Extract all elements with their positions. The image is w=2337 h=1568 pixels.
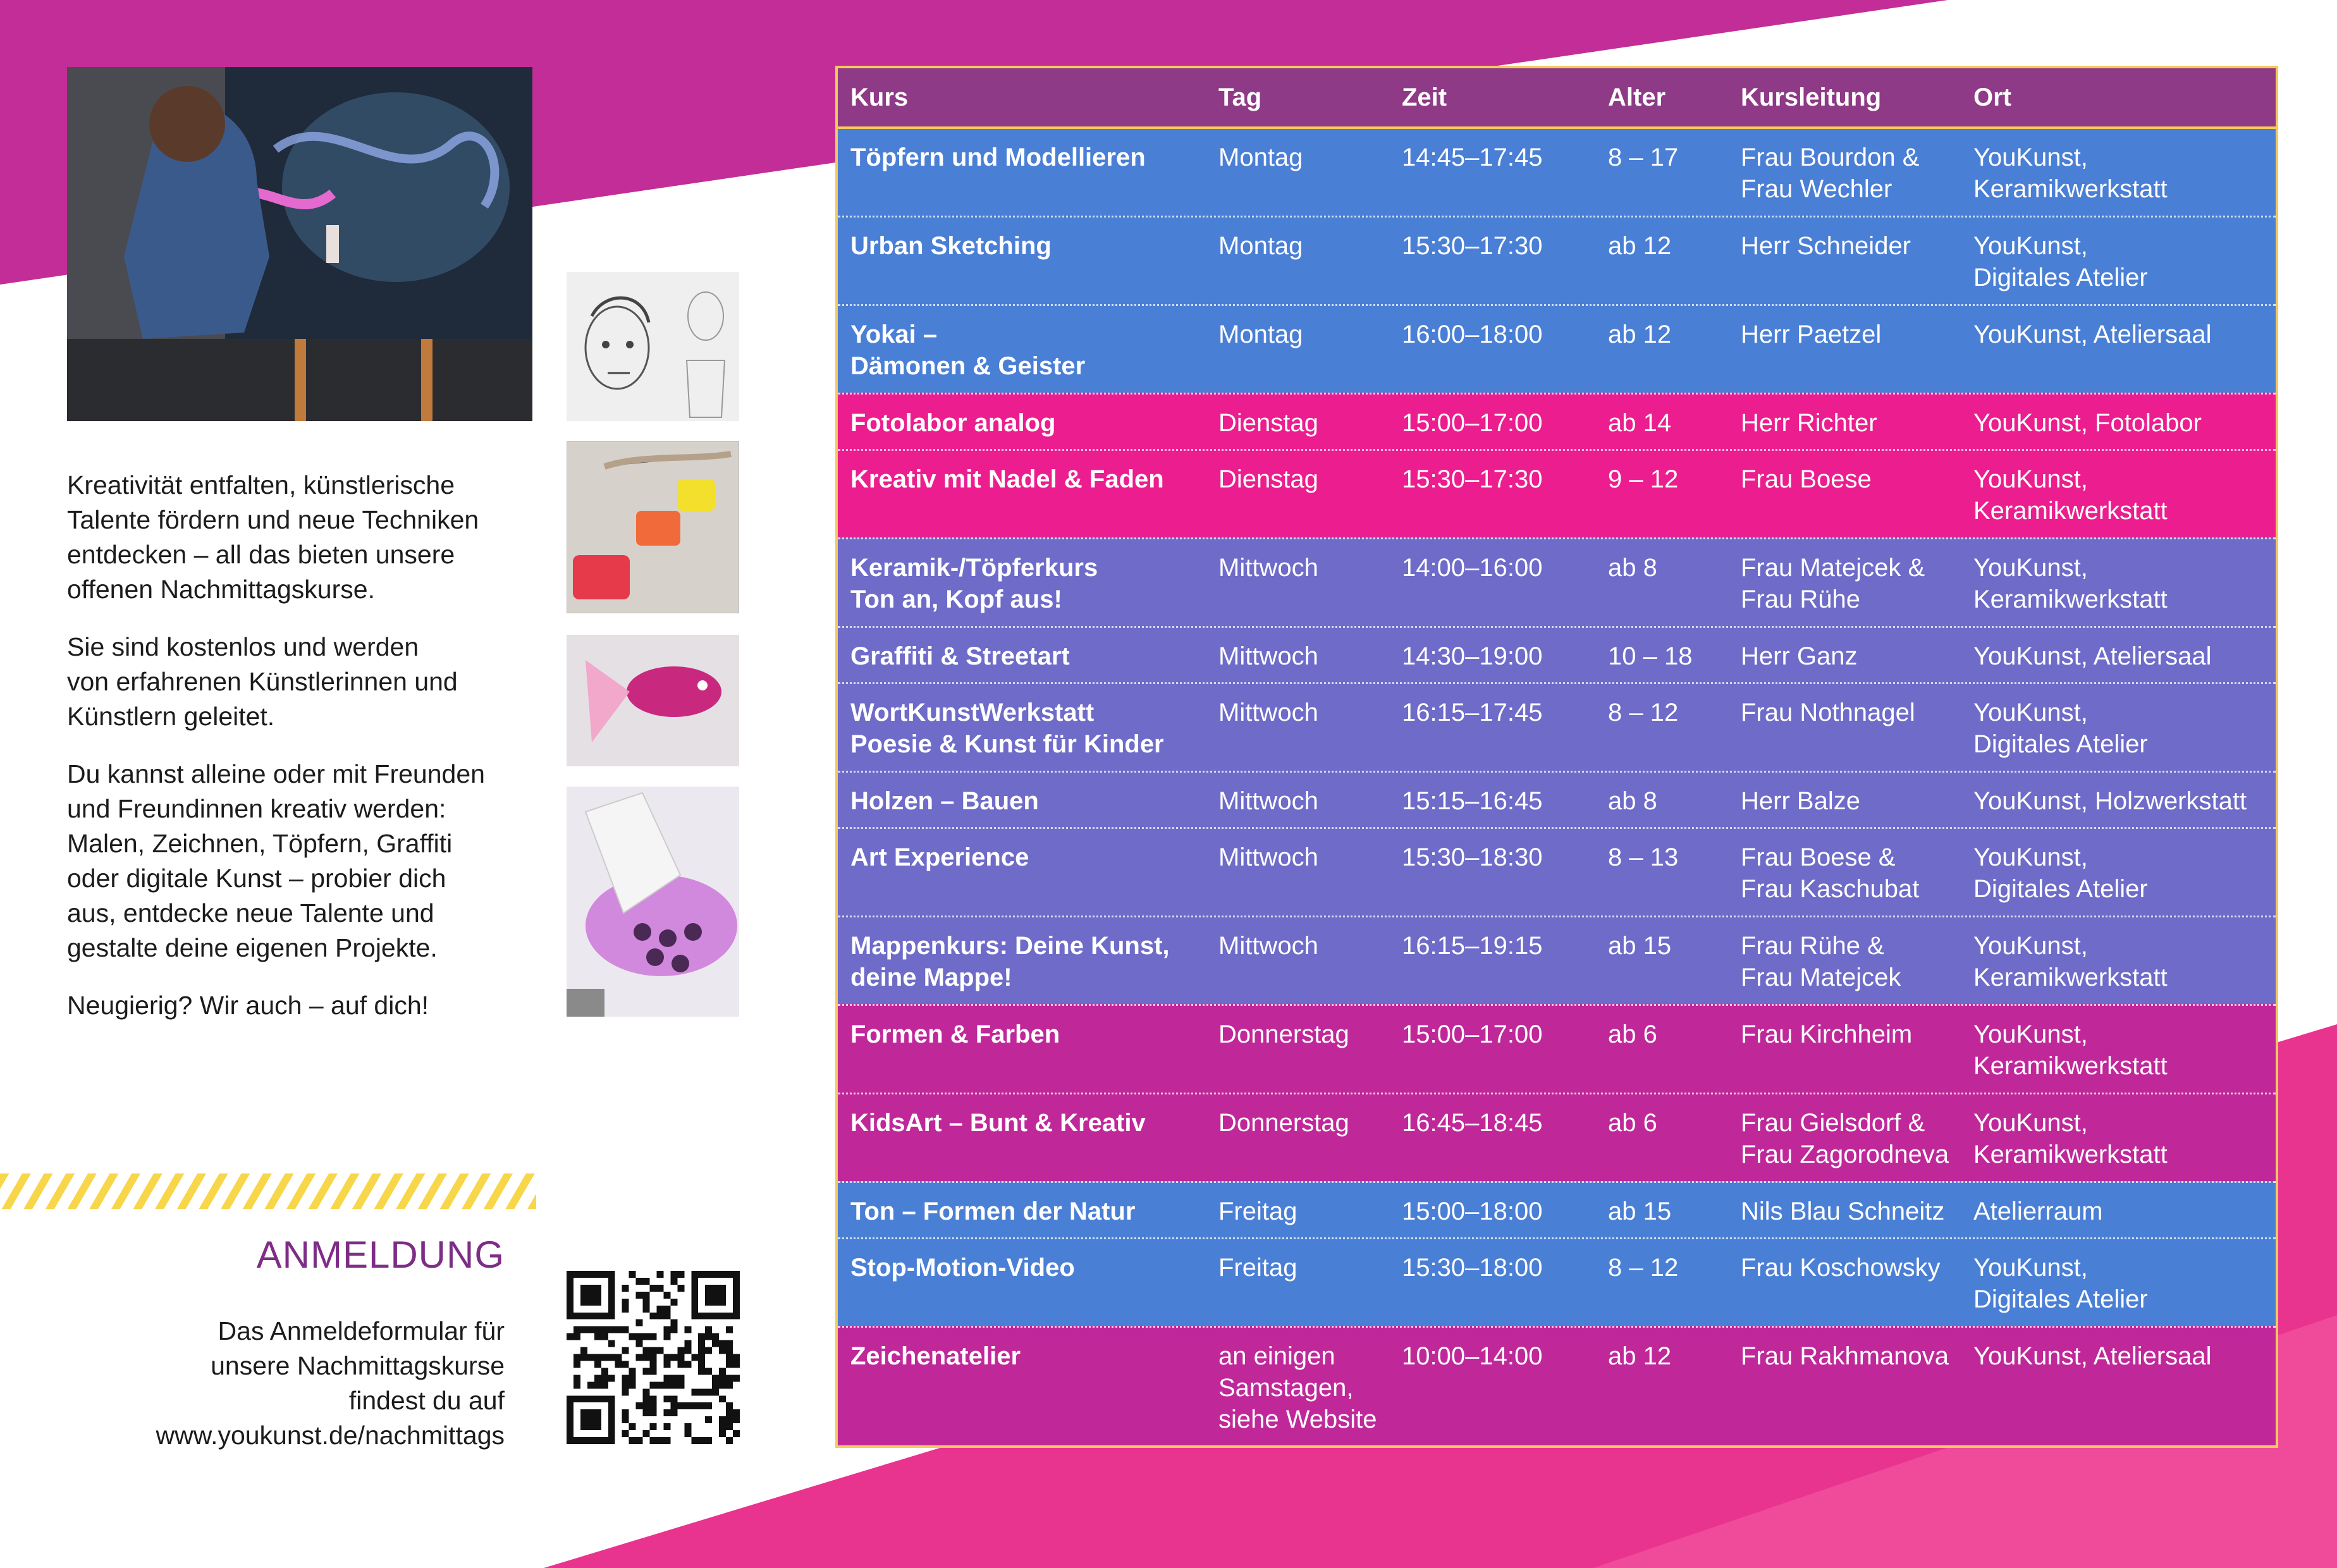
course-instructor-line: Frau Zagorodneva xyxy=(1741,1141,1949,1168)
course-age-line: 8 – 13 xyxy=(1608,843,1679,871)
course-day-line: Mittwoch xyxy=(1218,843,1318,871)
course-instructor-line: Frau Nothnagel xyxy=(1741,699,1915,726)
course-location-line: YouKunst, Ateliersaal xyxy=(1973,1342,2212,1370)
course-name xyxy=(838,451,1206,537)
course-day-line: Samstagen, xyxy=(1218,1374,1354,1402)
course-location-line: YouKunst, xyxy=(1973,699,2088,726)
course-location-line: YouKunst, xyxy=(1973,1020,2088,1048)
course-instructor xyxy=(1728,1006,1961,1093)
course-instructor-line: Herr Balze xyxy=(1741,787,1860,815)
course-location xyxy=(1961,1183,2276,1237)
course-name-line: Töpfern und Modellieren xyxy=(850,144,1146,171)
course-location xyxy=(1961,451,2276,537)
header-kurs: Kurs xyxy=(850,83,909,111)
course-instructor-line: Frau Kaschubat xyxy=(1741,875,1920,903)
intro-line: aus, entdecke neue Talente und xyxy=(67,898,434,928)
course-name xyxy=(838,1183,1206,1237)
course-age-line: 8 – 12 xyxy=(1608,699,1679,726)
course-name-line: Urban Sketching xyxy=(850,232,1052,260)
course-age xyxy=(1595,1328,1728,1445)
course-time xyxy=(1389,451,1595,537)
course-location-line: Digitales Atelier xyxy=(1973,264,2148,291)
registration-line: findest du auf xyxy=(348,1386,505,1415)
course-time-line: 15:00–17:00 xyxy=(1402,409,1543,437)
table-header xyxy=(838,68,2276,129)
course-name xyxy=(838,1006,1206,1093)
course-instructor xyxy=(1728,129,1961,216)
course-name-line: WortKunstWerkstatt xyxy=(850,699,1095,726)
course-age xyxy=(1595,829,1728,916)
course-day xyxy=(1206,539,1389,626)
course-age-line: ab 12 xyxy=(1608,232,1672,260)
table-row xyxy=(838,304,2276,393)
course-name-line: deine Mappe! xyxy=(850,964,1012,991)
table-row xyxy=(838,537,2276,626)
course-age xyxy=(1595,1183,1728,1237)
course-location xyxy=(1961,1328,2276,1445)
course-age xyxy=(1595,395,1728,449)
course-day xyxy=(1206,829,1389,916)
course-day xyxy=(1206,306,1389,393)
course-location-line: Keramikwerkstatt xyxy=(1973,1141,2168,1168)
course-age xyxy=(1595,773,1728,827)
table-row xyxy=(838,449,2276,537)
course-day-line: Montag xyxy=(1218,321,1303,348)
course-time-line: 15:15–16:45 xyxy=(1402,787,1543,815)
course-time xyxy=(1389,217,1595,304)
course-time-line: 16:45–18:45 xyxy=(1402,1109,1543,1137)
course-name-line: Formen & Farben xyxy=(850,1020,1060,1048)
course-name xyxy=(838,1094,1206,1181)
course-time-line: 15:00–17:00 xyxy=(1402,1020,1543,1048)
header-kursleitung: Kursleitung xyxy=(1741,83,1882,111)
course-location xyxy=(1961,684,2276,771)
course-name xyxy=(838,773,1206,827)
course-day-line: Montag xyxy=(1218,232,1303,260)
course-time xyxy=(1389,129,1595,216)
thumbnail-portrait-sketch xyxy=(567,272,739,421)
course-time xyxy=(1389,1006,1595,1093)
course-age xyxy=(1595,1239,1728,1326)
table-row xyxy=(838,1181,2276,1237)
decorative-stripes xyxy=(0,1173,536,1209)
course-name xyxy=(838,306,1206,393)
course-time xyxy=(1389,1239,1595,1326)
course-instructor xyxy=(1728,395,1961,449)
course-instructor-line: Nils Blau Schneitz xyxy=(1741,1197,1945,1225)
course-day xyxy=(1206,129,1389,216)
course-instructor-line: Herr Paetzel xyxy=(1741,321,1882,348)
intro-line: entdecken – all das bieten unsere xyxy=(67,540,455,569)
course-name-line: Holzen – Bauen xyxy=(850,787,1039,815)
course-instructor xyxy=(1728,539,1961,626)
course-location-line: YouKunst, Ateliersaal xyxy=(1973,321,2212,348)
course-instructor-line: Herr Richter xyxy=(1741,409,1877,437)
table-row xyxy=(838,827,2276,916)
course-age xyxy=(1595,917,1728,1004)
course-day-line: Dienstag xyxy=(1218,465,1318,493)
course-location-line: YouKunst, xyxy=(1973,1254,2088,1282)
course-age xyxy=(1595,1006,1728,1093)
course-day xyxy=(1206,1328,1389,1445)
course-age xyxy=(1595,217,1728,304)
course-location-line: Digitales Atelier xyxy=(1973,730,2148,758)
course-location-line: Digitales Atelier xyxy=(1973,875,2148,903)
course-instructor xyxy=(1728,773,1961,827)
intro-line: Kreativität entfalten, künstlerische xyxy=(67,470,455,499)
table-row xyxy=(838,1237,2276,1326)
course-time xyxy=(1389,1094,1595,1181)
course-time xyxy=(1389,1328,1595,1445)
course-location-line: YouKunst, xyxy=(1973,554,2088,582)
course-location xyxy=(1961,217,2276,304)
header-tag: Tag xyxy=(1218,83,1262,111)
course-day xyxy=(1206,684,1389,771)
course-name-line: Mappenkurs: Deine Kunst, xyxy=(850,932,1170,960)
course-age xyxy=(1595,129,1728,216)
course-instructor xyxy=(1728,1239,1961,1326)
course-day-line: Montag xyxy=(1218,144,1303,171)
course-time-line: 15:30–17:30 xyxy=(1402,232,1543,260)
course-age-line: 9 – 12 xyxy=(1608,465,1679,493)
course-location-line: Keramikwerkstatt xyxy=(1973,1052,2168,1080)
course-day-line: Freitag xyxy=(1218,1197,1297,1225)
course-age-line: ab 8 xyxy=(1608,554,1657,582)
course-time xyxy=(1389,628,1595,682)
intro-line: und Freundinnen kreativ werden: xyxy=(67,794,446,823)
thumbnail-felt-fish xyxy=(567,635,739,766)
qr-code-icon[interactable] xyxy=(567,1271,740,1444)
table-row xyxy=(838,129,2276,216)
course-instructor xyxy=(1728,451,1961,537)
course-location-line: Keramikwerkstatt xyxy=(1973,585,2168,613)
course-age-line: 8 – 17 xyxy=(1608,144,1679,171)
course-age-line: 8 – 12 xyxy=(1608,1254,1679,1282)
course-name-line: Zeichenatelier xyxy=(850,1342,1021,1370)
course-name-line: Dämonen & Geister xyxy=(850,352,1086,380)
course-day-line: Dienstag xyxy=(1218,409,1318,437)
header-ort: Ort xyxy=(1973,83,2011,111)
course-location xyxy=(1961,917,2276,1004)
intro-paragraph xyxy=(67,468,548,607)
course-instructor xyxy=(1728,628,1961,682)
course-name-line: Graffiti & Streetart xyxy=(850,642,1070,670)
course-instructor-line: Herr Schneider xyxy=(1741,232,1911,260)
intro-paragraph xyxy=(67,630,548,734)
course-location xyxy=(1961,829,2276,916)
course-day xyxy=(1206,1239,1389,1326)
course-instructor-line: Frau Rühe & xyxy=(1741,932,1884,960)
course-instructor xyxy=(1728,217,1961,304)
course-age-line: ab 14 xyxy=(1608,409,1672,437)
course-instructor-line: Frau Bourdon & xyxy=(1741,144,1920,171)
course-day-line: Donnerstag xyxy=(1218,1109,1349,1137)
course-instructor-line: Frau Boese & xyxy=(1741,843,1896,871)
intro-line: Neugierig? Wir auch – auf dich! xyxy=(67,991,429,1020)
course-instructor xyxy=(1728,917,1961,1004)
course-instructor xyxy=(1728,1094,1961,1181)
intro-paragraph xyxy=(67,988,548,1023)
registration-line: unsere Nachmittagskurse xyxy=(211,1351,505,1380)
intro-line: Künstlern geleitet. xyxy=(67,702,275,731)
course-location-line: YouKunst, Fotolabor xyxy=(1973,409,2202,437)
table-row xyxy=(838,1093,2276,1181)
table-row xyxy=(838,916,2276,1004)
course-location-line: Keramikwerkstatt xyxy=(1973,964,2168,991)
course-name xyxy=(838,684,1206,771)
thumbnail-spray-art xyxy=(567,787,739,1017)
course-age-line: ab 12 xyxy=(1608,1342,1672,1370)
course-time xyxy=(1389,829,1595,916)
thumbnail-paint-pots xyxy=(567,441,739,613)
course-day-line: Mittwoch xyxy=(1218,642,1318,670)
course-name-line: Yokai – xyxy=(850,321,938,348)
course-time xyxy=(1389,684,1595,771)
course-age-line: ab 12 xyxy=(1608,321,1672,348)
course-instructor xyxy=(1728,684,1961,771)
course-name-line: Ton an, Kopf aus! xyxy=(850,585,1062,613)
registration-url[interactable]: www.youkunst.de/nachmittags xyxy=(156,1421,505,1450)
course-location xyxy=(1961,395,2276,449)
course-age-line: ab 8 xyxy=(1608,787,1657,815)
course-age xyxy=(1595,1094,1728,1181)
course-age xyxy=(1595,628,1728,682)
course-location-line: YouKunst, xyxy=(1973,232,2088,260)
course-time xyxy=(1389,1183,1595,1237)
course-location-line: YouKunst, Holzwerkstatt xyxy=(1973,787,2247,815)
intro-line: Talente fördern und neue Techniken xyxy=(67,505,479,534)
course-location xyxy=(1961,306,2276,393)
course-instructor xyxy=(1728,306,1961,393)
course-day xyxy=(1206,1094,1389,1181)
course-age-line: ab 15 xyxy=(1608,1197,1672,1225)
table-row xyxy=(838,393,2276,449)
course-location xyxy=(1961,1094,2276,1181)
course-time xyxy=(1389,395,1595,449)
table-row xyxy=(838,626,2276,682)
course-name-line: Art Experience xyxy=(850,843,1029,871)
course-day xyxy=(1206,773,1389,827)
course-time-line: 14:30–19:00 xyxy=(1402,642,1543,670)
course-location xyxy=(1961,539,2276,626)
course-age-line: 10 – 18 xyxy=(1608,642,1693,670)
intro-line: Du kannst alleine oder mit Freunden xyxy=(67,759,485,788)
course-location xyxy=(1961,628,2276,682)
course-instructor-line: Frau Kirchheim xyxy=(1741,1020,1913,1048)
table-row xyxy=(838,682,2276,771)
course-day xyxy=(1206,217,1389,304)
course-time xyxy=(1389,773,1595,827)
course-name xyxy=(838,628,1206,682)
course-day xyxy=(1206,1183,1389,1237)
course-instructor-line: Frau Wechler xyxy=(1741,175,1892,203)
course-time-line: 16:15–17:45 xyxy=(1402,699,1543,726)
course-location-line: Keramikwerkstatt xyxy=(1973,497,2168,525)
course-location-line: YouKunst, Ateliersaal xyxy=(1973,642,2212,670)
intro-line: von erfahrenen Künstlerinnen und xyxy=(67,667,458,696)
course-day xyxy=(1206,628,1389,682)
intro-line: gestalte deine eigenen Projekte. xyxy=(67,933,438,962)
course-name xyxy=(838,217,1206,304)
course-age-line: ab 6 xyxy=(1608,1109,1657,1137)
course-time-line: 10:00–14:00 xyxy=(1402,1342,1543,1370)
course-time xyxy=(1389,306,1595,393)
course-day-line: Mittwoch xyxy=(1218,699,1318,726)
intro-paragraph xyxy=(67,757,548,965)
intro-line: Sie sind kostenlos und werden xyxy=(67,632,419,661)
course-day-line: Donnerstag xyxy=(1218,1020,1349,1048)
course-name-line: KidsArt – Bunt & Kreativ xyxy=(850,1109,1146,1137)
course-name-line: Kreativ mit Nadel & Faden xyxy=(850,465,1164,493)
course-name xyxy=(838,1239,1206,1326)
table-row xyxy=(838,1326,2276,1445)
table-body xyxy=(838,129,2276,1445)
course-table xyxy=(835,66,2278,1448)
course-instructor-line: Frau Matejcek & xyxy=(1741,554,1925,582)
course-instructor-line: Frau Boese xyxy=(1741,465,1872,493)
table-row xyxy=(838,771,2276,827)
course-instructor-line: Herr Ganz xyxy=(1741,642,1858,670)
course-day-line: Mittwoch xyxy=(1218,554,1318,582)
course-time xyxy=(1389,917,1595,1004)
course-location-line: YouKunst, xyxy=(1973,144,2088,171)
course-day-line: Mittwoch xyxy=(1218,787,1318,815)
course-day-line: siehe Website xyxy=(1218,1406,1377,1433)
course-location-line: YouKunst, xyxy=(1973,843,2088,871)
course-name xyxy=(838,829,1206,916)
course-name-line: Ton – Formen der Natur xyxy=(850,1197,1136,1225)
course-location-line: Digitales Atelier xyxy=(1973,1285,2148,1313)
course-day xyxy=(1206,451,1389,537)
course-instructor xyxy=(1728,1328,1961,1445)
course-time-line: 15:00–18:00 xyxy=(1402,1197,1543,1225)
course-time-line: 16:00–18:00 xyxy=(1402,321,1543,348)
course-instructor-line: Frau Rakhmanova xyxy=(1741,1342,1949,1370)
course-time-line: 15:30–18:30 xyxy=(1402,843,1543,871)
course-instructor xyxy=(1728,829,1961,916)
course-location-line: YouKunst, xyxy=(1973,1109,2088,1137)
course-location xyxy=(1961,129,2276,216)
course-location-line: YouKunst, xyxy=(1973,932,2088,960)
course-day xyxy=(1206,1006,1389,1093)
course-age-line: ab 6 xyxy=(1608,1020,1657,1048)
course-location-line: YouKunst, xyxy=(1973,465,2088,493)
course-time-line: 14:00–16:00 xyxy=(1402,554,1543,582)
course-age xyxy=(1595,684,1728,771)
course-name xyxy=(838,395,1206,449)
course-time-line: 15:30–18:00 xyxy=(1402,1254,1543,1282)
header-zeit: Zeit xyxy=(1402,83,1447,111)
intro-line: oder digitale Kunst – probier dich xyxy=(67,864,446,893)
course-location xyxy=(1961,1006,2276,1093)
course-time-line: 14:45–17:45 xyxy=(1402,144,1543,171)
course-day-line: Mittwoch xyxy=(1218,932,1318,960)
intro-line: Malen, Zeichnen, Töpfern, Graffiti xyxy=(67,829,453,858)
course-name-line: Stop-Motion-Video xyxy=(850,1254,1075,1282)
intro-text xyxy=(67,468,548,1046)
course-location-line: Atelierraum xyxy=(1973,1197,2103,1225)
course-location xyxy=(1961,773,2276,827)
course-name xyxy=(838,1328,1206,1445)
course-instructor-line: Frau Rühe xyxy=(1741,585,1860,613)
course-name xyxy=(838,917,1206,1004)
header-alter: Alter xyxy=(1608,83,1666,111)
course-name-line: Fotolabor analog xyxy=(850,409,1056,437)
course-day xyxy=(1206,917,1389,1004)
intro-line: offenen Nachmittagskurse. xyxy=(67,575,375,604)
course-time-line: 15:30–17:30 xyxy=(1402,465,1543,493)
course-time xyxy=(1389,539,1595,626)
course-day xyxy=(1206,395,1389,449)
course-instructor xyxy=(1728,1183,1961,1237)
course-name-line: Poesie & Kunst für Kinder xyxy=(850,730,1164,758)
course-age xyxy=(1595,451,1728,537)
course-instructor-line: Frau Gielsdorf & xyxy=(1741,1109,1925,1137)
course-time-line: 16:15–19:15 xyxy=(1402,932,1543,960)
photo-graffiti-painting xyxy=(67,67,532,421)
course-day-line: Freitag xyxy=(1218,1254,1297,1282)
registration-line: Das Anmeldeformular für xyxy=(218,1316,505,1345)
course-instructor-line: Frau Matejcek xyxy=(1741,964,1901,991)
course-day-line: an einigen xyxy=(1218,1342,1335,1370)
course-location-line: Keramikwerkstatt xyxy=(1973,175,2168,203)
registration-title: ANMELDUNG xyxy=(256,1234,505,1276)
course-name xyxy=(838,129,1206,216)
registration-text xyxy=(62,1314,505,1453)
course-age-line: ab 15 xyxy=(1608,932,1672,960)
course-name-line: Keramik-/Töpferkurs xyxy=(850,554,1098,582)
table-row xyxy=(838,1004,2276,1093)
table-row xyxy=(838,216,2276,304)
course-location xyxy=(1961,1239,2276,1326)
course-age xyxy=(1595,306,1728,393)
course-instructor-line: Frau Koschowsky xyxy=(1741,1254,1941,1282)
course-age xyxy=(1595,539,1728,626)
course-name xyxy=(838,539,1206,626)
